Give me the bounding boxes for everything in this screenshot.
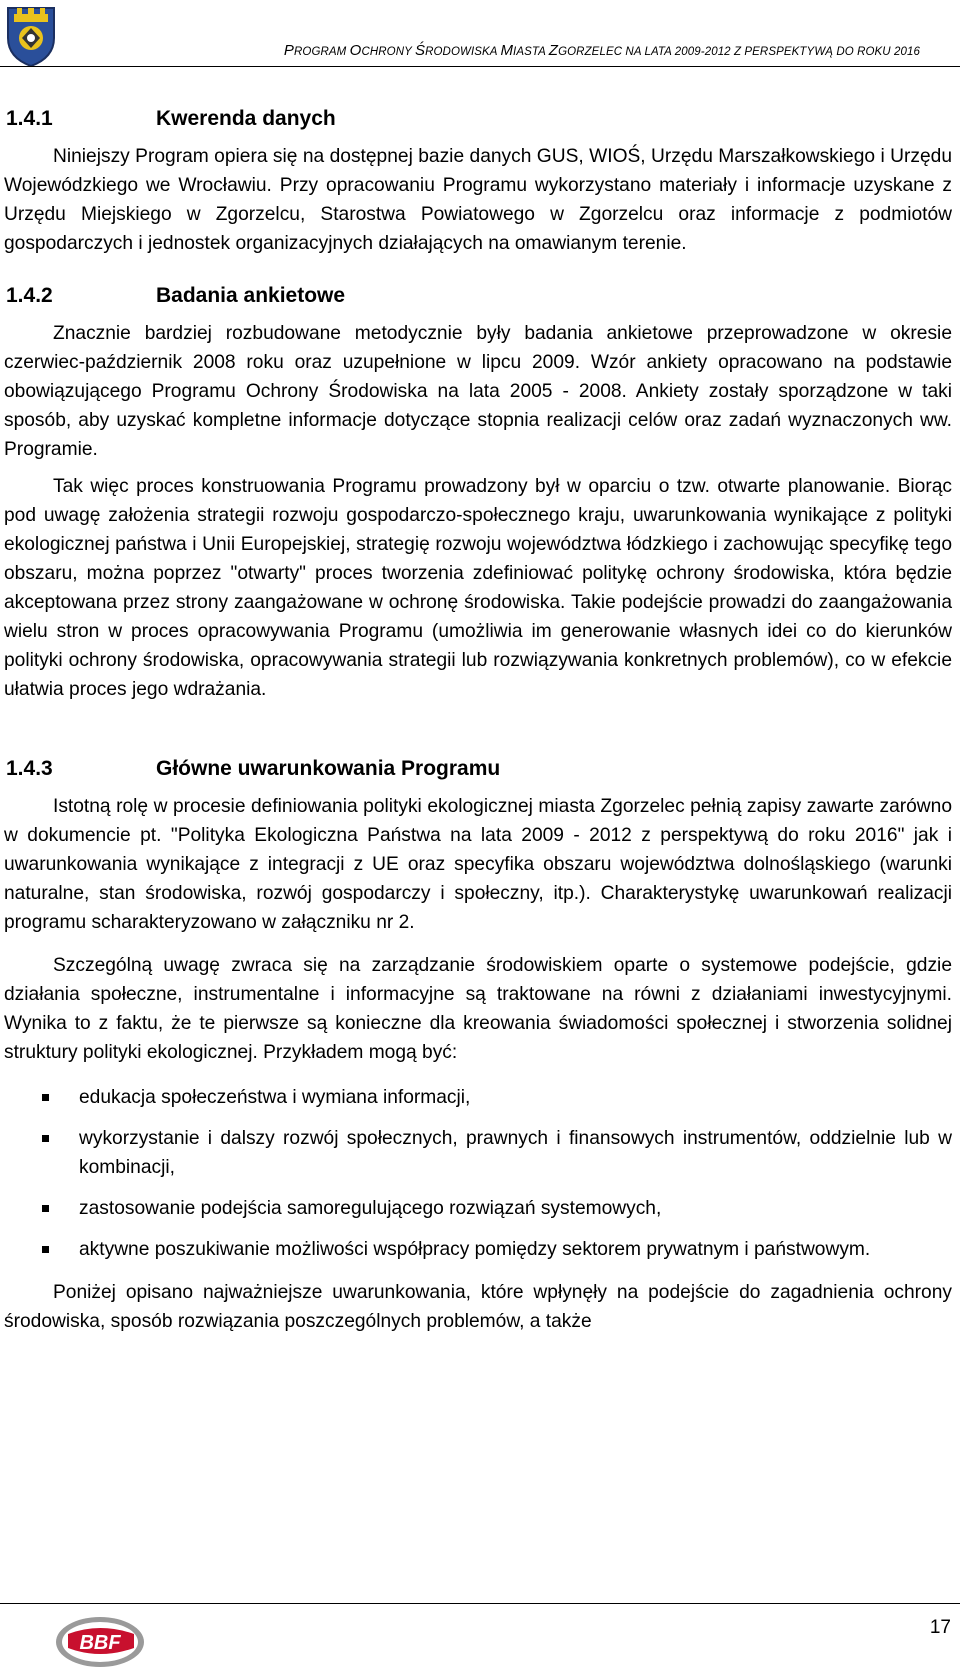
bbf-logo <box>50 1614 150 1670</box>
paragraph: Tak więc proces konstruowania Programu prowadzony był w oparciu o tzw. otwarte planowanie. Biorąc pod uwagę założenia strategii rozwoju gospodarczo-społecznego kraju, uwarunkowania wynikające z polityki ekologicznej państwa i Unii Europejskiej, strategię rozwoju województwa łódzkiego i zachowując specyfikę tego obszaru, można poprzez "otwarty" proces tworzenia zdefiniować politykę ochrony środowiska, która będzie akceptowana przez strony zaangażowane w ochronę środowiska. Takie podejście prowadzi do zaangażowania wielu stron w proces opracowywania Programu (umożliwia im generowanie własnych idei co do kierunków polityki ochrony środowiska, opracowywania strategii lub rozwiązywania konkretnych problemów), co w efekcie ułatwia proces jego wdrażania. <box>4 476 952 700</box>
paragraph: Znacznie bardziej rozbudowane metodycznie były badania ankietowe przeprowadzone w okresie czerwiec-październik 2008 roku oraz uzupełnione w lipcu 2009. Wzór ankiety opracowano na podstawie obowiązującego Programu Ochrony Środowiska na lata 2005 - 2008. Ankiety zostały sporządzone w taki sposób, aby uzyskać kompletne informacje dotyczące stopnia realizacji celów oraz zadań wyznaczonych ww. Programie. <box>4 323 952 460</box>
list-item: zastosowanie podejścia samoregulującego rozwiązań systemowych, <box>4 1194 952 1223</box>
section-heading-1-4-1 <box>4 104 952 134</box>
document-body <box>4 104 952 1336</box>
header-title: PROGRAM OCHRONY ŚRODOWISKA MIASTA ZGORZELEC NA LATA 2009-2012 Z PERSPEKTYWĄ DO ROKU 2016 <box>283 42 920 59</box>
header-divider <box>0 66 960 67</box>
paragraph: Poniżej opisano najważniejsze uwarunkowania, które wpłynęły na podejście do zagadnienia ochrony środowiska, sposób rozwiązania poszczególnych problemów, a także <box>4 1282 952 1332</box>
city-crest-icon <box>4 4 58 68</box>
section-number: 1.4.2 <box>6 284 53 307</box>
section-title: Główne uwarunkowania Programu <box>156 757 501 780</box>
section-number: 1.4.3 <box>6 757 53 780</box>
list-item: edukacja społeczeństwa i wymiana informacji, <box>4 1083 952 1112</box>
section-number: 1.4.1 <box>6 107 53 130</box>
bullet-list <box>4 1083 952 1264</box>
footer-divider <box>0 1603 960 1604</box>
square-bullet-icon <box>42 1135 49 1142</box>
section-heading-1-4-2 <box>4 281 952 311</box>
list-item: aktywne poszukiwanie możliwości współpracy pomiędzy sektorem prywatnym i państwowym. <box>4 1235 952 1264</box>
list-item: wykorzystanie i dalszy rozwój społecznych, prawnych i finansowych instrumentów, oddzielnie lub w kombinacji, <box>4 1124 952 1182</box>
logo-text: BBF <box>79 1632 121 1654</box>
page-number: 17 <box>929 1617 951 1638</box>
square-bullet-icon <box>42 1205 49 1212</box>
section-title: Kwerenda danych <box>156 107 336 130</box>
paragraph: Istotną rolę w procesie definiowania polityki ekologicznej miasta Zgorzelec pełnią zapisy zawarte zarówno w dokumencie pt. "Polityka Ekologiczna Państwa na lata 2009 - 2012 z perspektywą do roku 2016" jak i uwarunkowania wynikające z integracji z UE oraz specyfika obszaru województwa dolnośląskiego (warunki naturalne, stan środowiska, rozwój gospodarczy i społeczny, itp.). Charakterystykę uwarunkowań realizacji programu scharakteryzowano w załączniku nr 2. <box>4 796 952 933</box>
square-bullet-icon <box>42 1246 49 1253</box>
section-heading-1-4-3 <box>4 754 952 784</box>
square-bullet-icon <box>42 1094 49 1101</box>
paragraph: Szczególną uwagę zwraca się na zarządzanie środowiskiem oparte o systemowe podejście, gdzie działania społeczne, instrumentalne i informacyjne są traktowane na równi z działaniami inwestycyjnymi. Wynika to z faktu, że te pierwsze są konieczne dla kreowania świadomości społecznej i stworzenia solidnej struktury polityki ekologicznej. Przykładem mogą być: <box>4 955 952 1063</box>
page-header <box>0 0 960 70</box>
paragraph: Niniejszy Program opiera się na dostępnej bazie danych GUS, WIOŚ, Urzędu Marszałkowskiego i Urzędu Wojewódzkiego we Wrocławiu. Przy opracowaniu Programu wykorzystano materiały i informacje uzyskane z Urzędu Miejskiego w Zgorzelcu, Starostwa Powiatowego w Zgorzelcu oraz informacje z podmiotów gospodarczych i jednostek organizacyjnych działających na omawianym terenie. <box>4 146 952 254</box>
section-title: Badania ankietowe <box>156 284 346 307</box>
